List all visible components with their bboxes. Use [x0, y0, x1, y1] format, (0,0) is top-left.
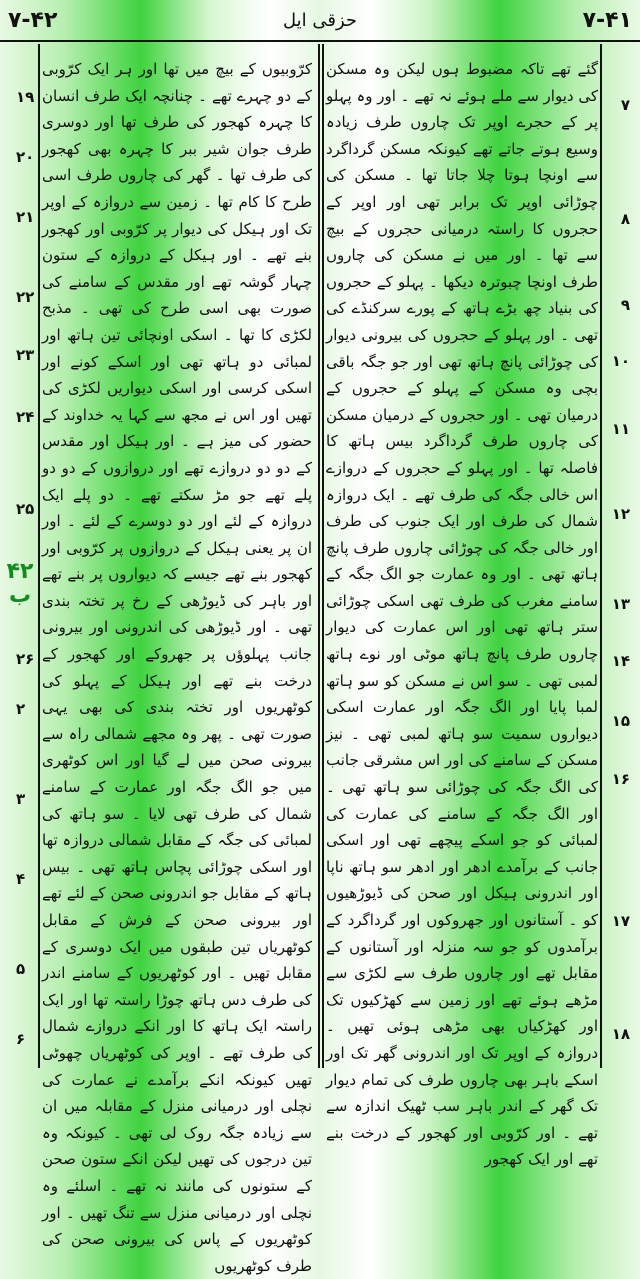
center-column-rule	[318, 44, 320, 1068]
page-number-left: ۷-۴۲	[8, 8, 58, 33]
verse-number: ۱۷	[611, 912, 630, 930]
verse-number: ۴	[16, 870, 26, 888]
center-column-rule-2	[322, 44, 324, 1068]
verse-number: ۲۶	[16, 650, 35, 668]
page-header	[0, 0, 640, 40]
verse-number: ۲۴	[16, 408, 35, 426]
verse-number: ۱۰	[611, 352, 630, 370]
left-margin-rule	[38, 44, 40, 1068]
book-title: حزقی ایل	[282, 10, 358, 31]
verse-number: ۲	[16, 700, 26, 718]
right-column-text: گئے تھے تاکہ مضبوط ہوں لیکن وہ مسکن کی دیوار سے ملے ہوئے نہ تھے ۔ اور وہ پہلو پر کے حجرے اوپر تک چاروں طرف زیادہ وسیع ہوتے جاتے تھے کیونکہ مسکن گرداگرد سے اونچا ہوتا چلا جاتا تھا ۔ مسکن کی چوڑائی اوپر تک برابر تھی اور اوپر کے حجروں کا راستہ درمیانی حجروں کے بیچ سے تھا ۔ اور میں نے مسکن کی چاروں طرف اونچا چبوترہ دیکھا ۔ پہلو کے حجروں کی بنیاد چھ بڑے ہاتھ کے پورے سرکنڈے کی تھی ۔ اور پہلو کے حجروں کی بیرونی دیوار کی چوڑائی پانچ ہاتھ تھی اور جو جگہ باقی بچی وہ مسکن کے پہلو کے حجروں کے درمیان تھی ۔ اور حجروں کے درمیان مسکن کی چاروں طرف گرداگرد بیس ہاتھ کا فاصلہ تھا ۔ اور پہلو کے حجروں کے دروازے اس خالی جگہ کی طرف تھے ۔ ایک دروازہ شمال کی طرف اور ایک جنوب کی طرف اور خالی جگہ کی چوڑائی چاروں طرف پانچ ہاتھ تھی ۔ اور وہ عمارت جو الگ جگہ کے سامنے مغرب کی طرف تھی اسکی چوڑائی ستر ہاتھ تھی اور اس عمارت کی دیوار چاروں طرف پانچ ہاتھ موٹی اور نوے ہاتھ لمبی تھی ۔ سو اس نے مسکن کو سو ہاتھ لمبا پایا اور الگ جگہ اور عمارت اسکی دیواروں سمیت سو ہاتھ لمبی تھی ۔ نیز مسکن کے سامنے کی اور اس مشرقی جانب کی الگ جگہ کی چوڑائی سو ہاتھ تھی ۔ اور الگ جگہ کے سامنے کی عمارت کی لمبائی کو جو اسکے پیچھے تھی اور اسکی جانب کے برآمدے ادھر اور ادھر سو ہاتھ ناپا اور اندرونی ہیکل اور صحن کی ڈیوڑھیوں کو ۔ آستانوں اور جھروکوں اور گرداگرد کے برآمدوں کو جو سہ منزلہ اور آستانوں کے مقابل تھے اور چاروں طرف سے لکڑی سے مڑھے ہوئے تھے اور زمین سے کھڑکیوں تک اور کھڑکیاں بھی مڑھی ہوئی تھیں ۔ دروازہ کے اوپر تک اور اندرونی گھر تک اور اسکے باہر بھی چاروں طرف کی تمام دیوار تک گھر کے اندر باہر سب ٹھیک اندازہ سے تھے ۔ اور کرّوبی اور کھجور کے درخت بنے تھے اور ایک کھجور	[326, 60, 598, 1169]
verse-number: ۱۸	[611, 1025, 630, 1043]
verse-number: ۲۱	[16, 208, 35, 226]
header-divider	[0, 40, 640, 42]
page-number-right: ۷-۴۱	[582, 8, 632, 33]
verse-number: ۱۳	[611, 595, 630, 613]
right-text-column	[326, 56, 598, 1169]
verse-number: ۲۲	[16, 288, 35, 306]
verse-number: ۲۵	[16, 500, 35, 518]
verse-number: ۱۶	[611, 770, 630, 788]
verse-number: ۷	[620, 96, 630, 114]
verse-number: ۱۹	[16, 88, 35, 106]
verse-number: ۶	[16, 1030, 26, 1048]
verse-number: ۲۳	[16, 346, 35, 364]
chapter-marker: ۴۲ ب	[6, 559, 34, 608]
verse-number: ۳	[16, 790, 26, 808]
verse-number: ۸	[620, 210, 630, 228]
verse-number: ۱۱	[611, 420, 630, 438]
verse-number: ۱۵	[611, 712, 630, 730]
verse-number: ۵	[16, 960, 26, 978]
verse-number: ۱۲	[611, 505, 630, 523]
verse-number: ۱۴	[611, 652, 630, 670]
left-column-text: کرّوبیوں کے بیچ میں تھا اور ہر ایک کرّوبی کے دو چہرے تھے ۔ چنانچہ ایک طرف انسان کا چہرہ کھجور کی طرف تھا اور دوسری طرف جوان شیر ببر کا چہرہ بھی کھجور کی طرف تھا ۔ گھر کی چاروں طرف اسی طرح کا کام تھا ۔ زمین سے دروازہ کے اوپر تک اور ہیکل کی دیوار پر کرّوبی اور کھجور بنے تھے ۔ اور ہیکل کے دروازہ کے ستون چہار گوشہ تھے اور مقدس کے سامنے کی صورت بھی اسی طرح کی تھی ۔ مذبح لکڑی کا تھا ۔ اسکی اونچائی تین ہاتھ اور لمبائی دو ہاتھ تھی اور اسکے کونے اور اسکی کرسی اور اسکی دیواریں لکڑی کی تھیں اور اس نے مجھ سے کہا یہ خداوند کے حضور کی میز ہے ۔ اور ہیکل اور مقدس کے دو دو دروازے تھے اور دروازوں کے دو دو پلے تھے جو مڑ سکتے تھے ۔ دو پلے ایک دروازہ کے لئے اور دو دوسرے کے لئے ۔ اور ان پر یعنی ہیکل کے دروازوں پر کرّوبی اور کھجور بنے تھے جیسے کہ دیواروں پر بنے تھے اور باہر کی ڈیوڑھی کے رخ پر تختہ بندی تھی ۔ اور ڈیوڑھی کی اندرونی اور بیرونی جانب پہلوؤں پر جھروکے اور کھجور کے درخت بنے تھے اور ہیکل کے پہلو کی کوٹھریوں اور تختہ بندی کی بھی یہی صورت تھی ۔ پھر وہ مجھے شمالی راہ سے بیرونی صحن میں لے گیا اور اس کوٹھری میں جو الگ جگہ اور عمارت کے سامنے شمال کی طرف تھی لایا ۔ سو ہاتھ کی لمبائی کی جگہ کے مقابل شمالی دروازہ تھا اور اسکی چوڑائی پچاس ہاتھ تھی ۔ بیس ہاتھ کے مقابل جو اندرونی صحن کے لئے تھے اور بیرونی صحن کے فرش کے مقابل کوٹھریاں تین طبقوں میں ایک دوسری کے مقابل تھیں ۔ اور کوٹھریوں کے سامنے اندر کی طرف دس ہاتھ چوڑا راستہ تھا اور ایک راستہ ایک ہاتھ کا اور انکے دروازے شمال کی طرف تھے ۔ اوپر کی کوٹھریاں چھوٹی تھیں کیونکہ انکے برآمدے نے عمارت کی نچلی اور درمیانی منزل کے مقابلہ میں ان سے زیادہ جگہ روک لی تھی ۔ کیونکہ وہ تین درجوں کی تھیں لیکن انکے ستون صحن کے ستونوں کی مانند نہ تھے ۔ اسلئے وہ نچلی اور درمیانی منزل سے تنگ تھیں ۔ اور کوٹھریوں کے پاس کی بیرونی صحن کی طرف کوٹھریوں	[42, 60, 312, 1275]
verse-number: ۲۰	[16, 148, 35, 166]
left-text-column	[42, 56, 312, 1275]
right-margin-rule	[600, 44, 602, 1068]
verse-number: ۹	[620, 296, 630, 314]
